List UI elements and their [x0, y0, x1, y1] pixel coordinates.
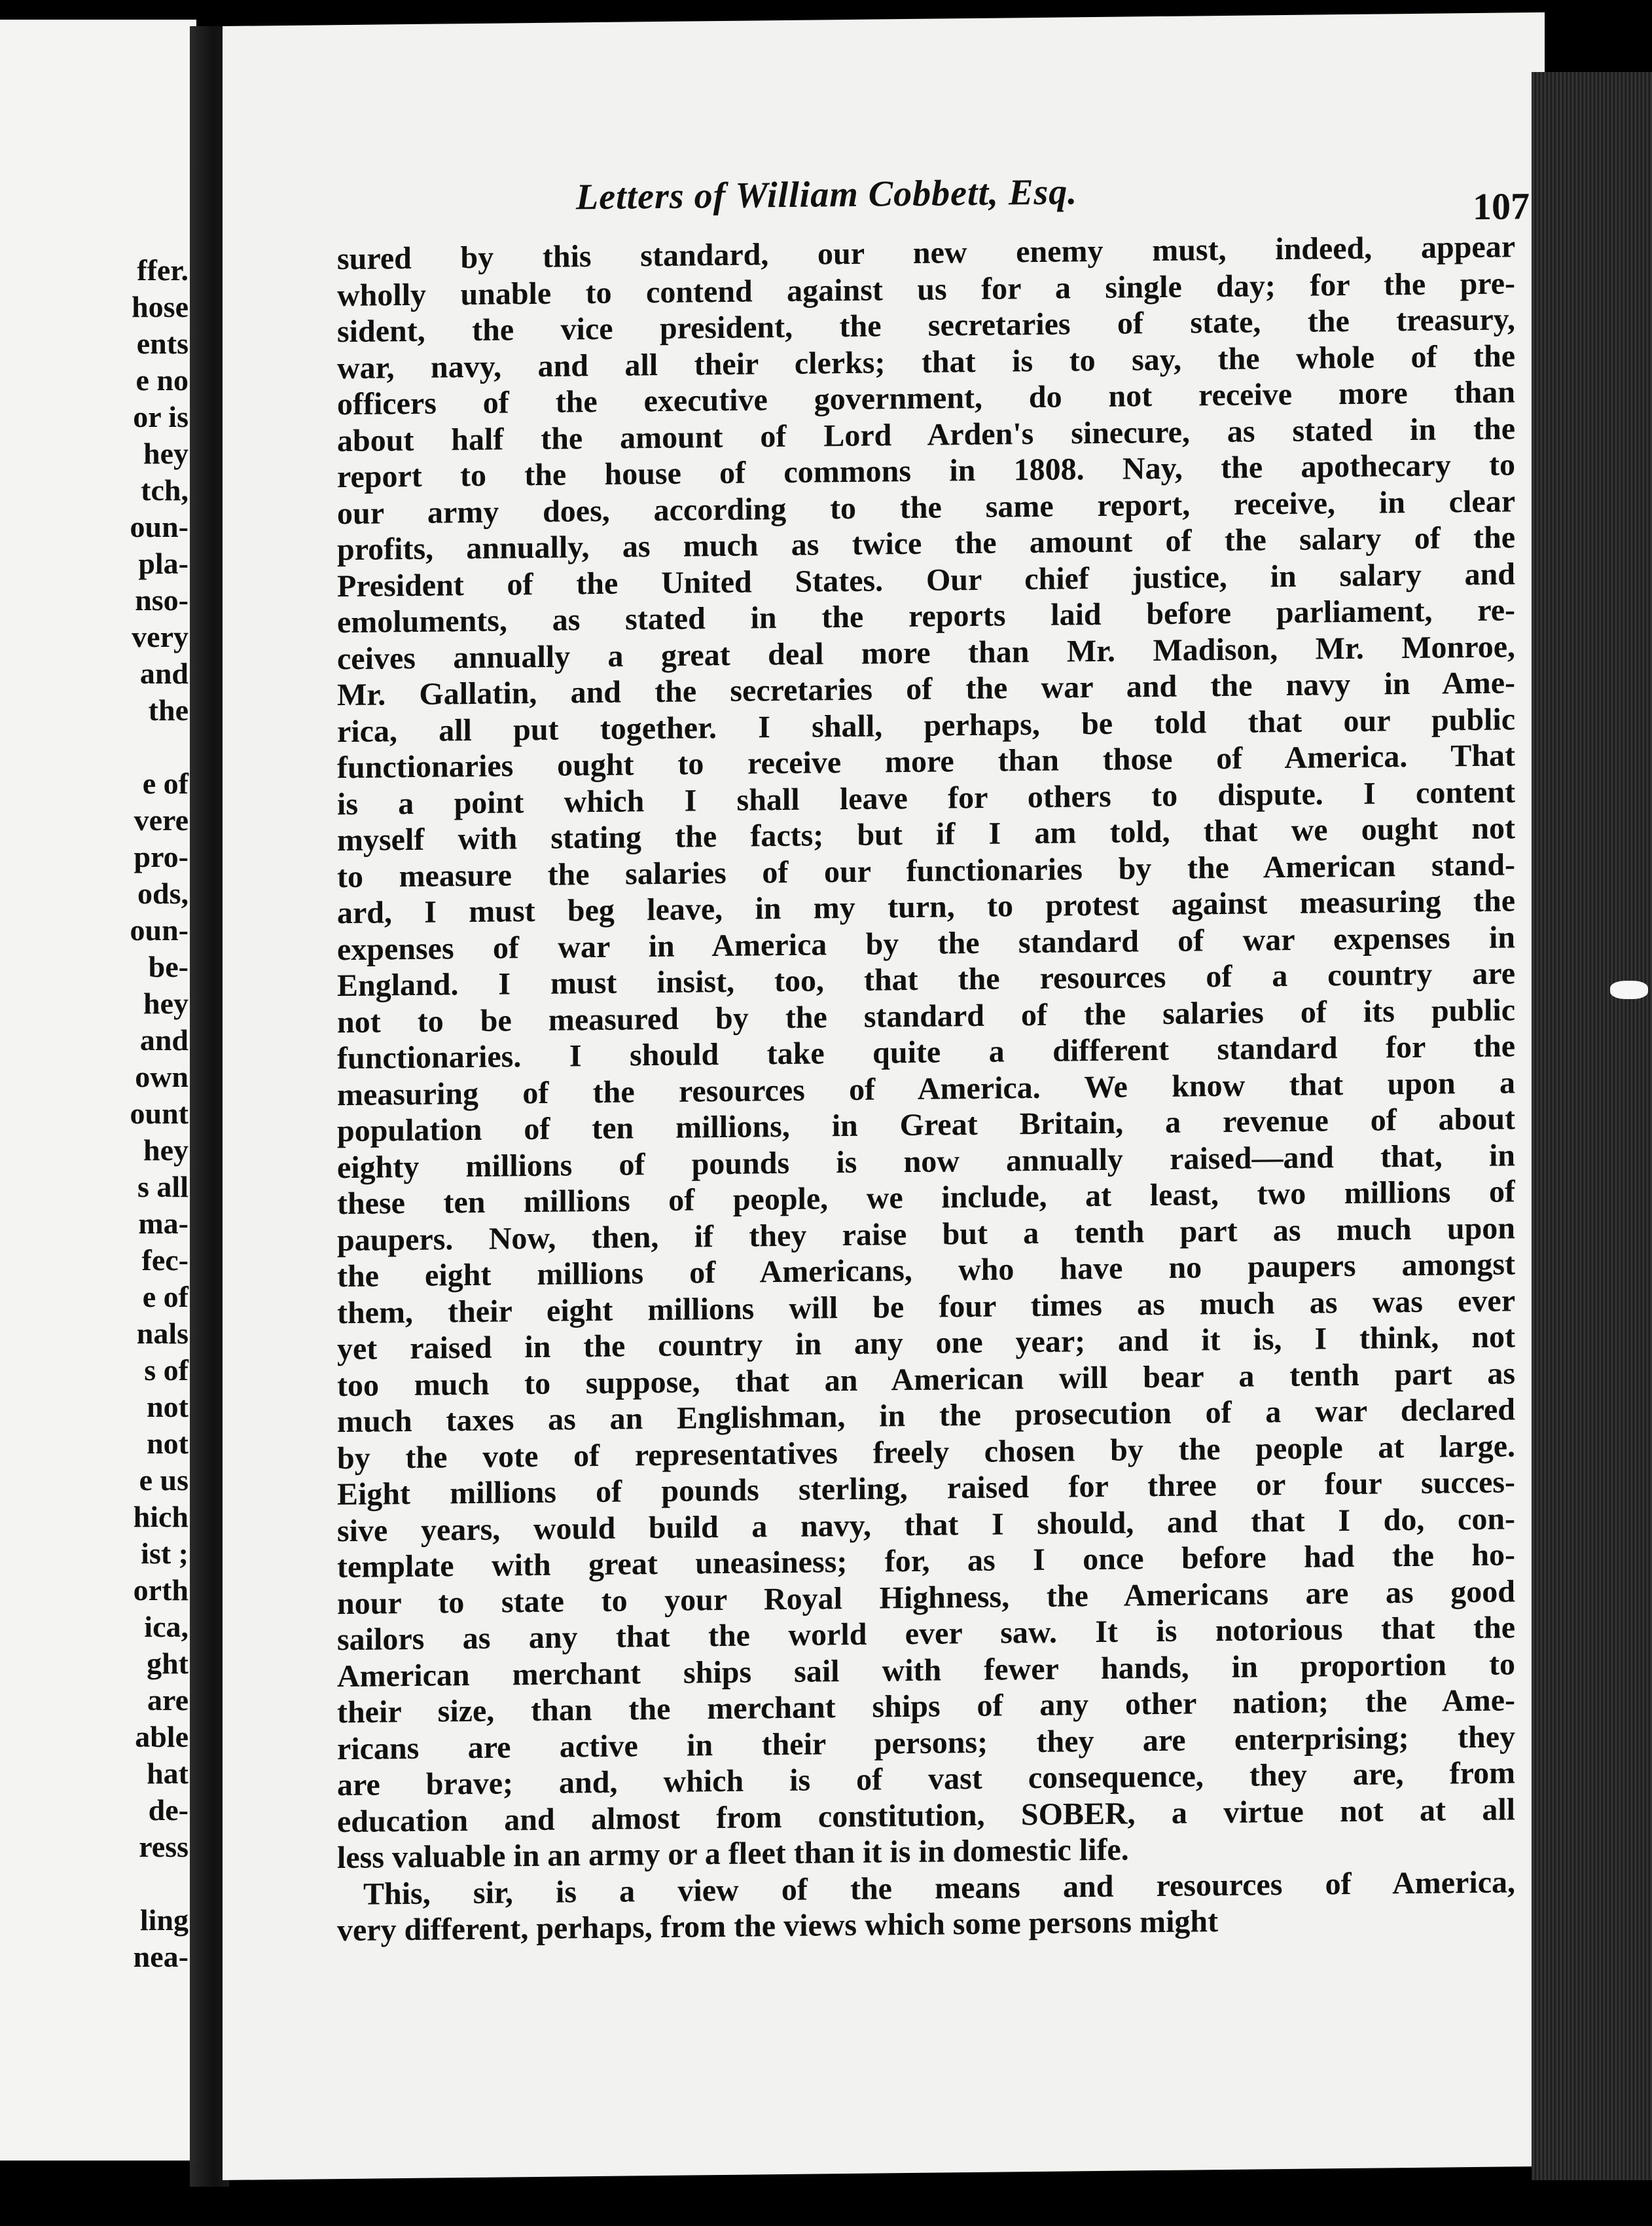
left-page-fragment: ica, — [144, 1610, 189, 1643]
left-page-fragment: hose — [132, 290, 189, 323]
left-page-fragment: are — [147, 1683, 189, 1717]
text-line: ricans are active in their persons; they are enterprising; they — [337, 1719, 1515, 1766]
text-line: functionaries ought to receive more than those of America. That — [337, 738, 1515, 786]
text-line: these ten millions of people, we include, at least, two millions of — [337, 1174, 1515, 1222]
left-page-fragment: own — [135, 1060, 189, 1093]
text-line: myself with stating the facts; but if I am told, that we ought not — [337, 811, 1515, 858]
text-line: war, navy, and all their clerks; that is to say, the whole of the — [337, 338, 1515, 386]
left-page-fragment: vere — [134, 803, 189, 837]
text-line: yet raised in the country in any one year; and it is, I think, not — [337, 1319, 1515, 1367]
left-page-fragment: e of — [142, 767, 189, 800]
left-page-fragment: ght — [147, 1647, 189, 1680]
page-number: 107 — [1473, 185, 1530, 228]
left-page-fragment: orth — [133, 1573, 189, 1607]
left-page-fragment: not — [147, 1427, 189, 1460]
text-line: about half the amount of Lord Arden's sinecure, as stated in the — [337, 411, 1515, 458]
left-page-fragment: and — [139, 657, 189, 690]
left-page-fragment: s of — [144, 1353, 189, 1387]
left-page-fragment: the — [148, 693, 189, 727]
left-page-fragment: tch, — [141, 473, 189, 507]
text-line: template with great uneasiness; for, as I once before had the ho- — [337, 1537, 1515, 1585]
left-page-fragment: e us — [139, 1463, 189, 1497]
text-line: to measure the salaries of our functionaries by the American stand- — [337, 847, 1515, 894]
left-page-fragment: ist ; — [141, 1537, 189, 1570]
text-line: officers of the executive government, do not receive more than — [337, 374, 1515, 422]
text-line: expenses of war in America by the standard of war expenses in — [337, 919, 1515, 967]
left-page-fragment: ling — [139, 1903, 189, 1937]
text-line: the eight millions of Americans, who have no paupers amongst — [337, 1247, 1515, 1294]
text-line: emoluments, as stated in the reports laid before parliament, re- — [337, 593, 1515, 640]
text-line: Mr. Gallatin, and the secretaries of the war and the navy in Ame- — [337, 665, 1515, 713]
text-line: sident, the vice president, the secretaries of state, the treasury, — [337, 302, 1515, 350]
text-line: eighty millions of pounds is now annually raised—and that, in — [337, 1137, 1515, 1185]
text-line: report to the house of commons in 1808. Nay, the apothecary to — [337, 447, 1515, 495]
text-line: measuring of the resources of America. We know that upon a — [337, 1065, 1515, 1112]
text-line: rica, all put together. I shall, perhaps, be told that our public — [337, 701, 1515, 749]
text-line: sured by this standard, our new enemy must, indeed, appear — [337, 229, 1515, 277]
left-page-fragment: de- — [148, 1793, 189, 1827]
text-line: very different, perhaps, from the views which some persons might — [337, 1904, 1219, 1948]
text-line: sailors as any that the world ever saw. It is notorious that the — [337, 1610, 1515, 1658]
text-line: wholly unable to contend against us for a single day; for the pre- — [337, 265, 1515, 313]
left-page-fragment: pro- — [134, 840, 189, 873]
left-page-fragment: oun- — [130, 913, 189, 947]
left-page-fragment: nso- — [135, 583, 189, 617]
text-line: This, sir, is a view of the means and resources of America, — [363, 1864, 1515, 1912]
text-line: by the vote of representatives freely chosen by the people at large. — [337, 1428, 1515, 1476]
text-line: population of ten millions, in Great Britain, a revenue of about — [337, 1101, 1515, 1149]
text-line: less valuable in an army or a fleet than it is in domestic life. — [337, 1832, 1129, 1876]
left-page-fragment: hey — [143, 987, 189, 1020]
left-page-fragment: and — [139, 1023, 189, 1057]
text-line: sive years, would build a navy, that I should, and that I do, con- — [337, 1501, 1515, 1548]
left-page-fragment: e of — [142, 1280, 189, 1313]
text-line: ard, I must beg leave, in my turn, to protest against measuring the — [337, 883, 1515, 931]
left-page-fragment: e no — [135, 363, 189, 397]
left-page-fragment: s all — [137, 1170, 189, 1203]
text-line: American merchant ships sail with fewer hands, in proportion to — [337, 1646, 1515, 1694]
left-page-fragment: be- — [148, 950, 189, 983]
left-page-fragment: nals — [136, 1317, 189, 1350]
text-line: President of the United States. Our chief justice, in salary and — [337, 556, 1515, 604]
left-page-fragment: able — [135, 1720, 189, 1753]
text-line: nour to state to your Royal Highness, the Americans are as good — [337, 1573, 1515, 1621]
text-line: too much to suppose, that an American will bear a tenth part as — [337, 1355, 1515, 1403]
text-line: their size, than the merchant ships of any other nation; the Ame- — [337, 1683, 1515, 1730]
paper-mark — [1610, 981, 1648, 999]
left-page-fragment: ods, — [137, 877, 189, 910]
text-line: is a point which I shall leave for others to dispute. I content — [337, 774, 1515, 822]
left-page-fragment: ress — [139, 1830, 189, 1863]
left-page-fragment: fec- — [141, 1243, 189, 1277]
left-page-fragment: ma- — [138, 1207, 189, 1240]
text-line: not to be measured by the standard of the salaries of its public — [337, 992, 1515, 1040]
left-page-fragment: hat — [147, 1757, 189, 1790]
left-page-fragment: pla- — [138, 547, 189, 580]
left-page-fragment: hich — [133, 1500, 189, 1533]
text-line: much taxes as an Englishman, in the prosecution of a war declared — [337, 1392, 1515, 1440]
left-page-fragment: or is — [133, 400, 189, 433]
left-facing-page — [0, 20, 196, 2161]
text-line: them, their eight millions will be four times as much as was ever — [337, 1283, 1515, 1330]
left-page-fragment: ount — [130, 1097, 189, 1130]
left-page-fragment: oun- — [130, 510, 189, 543]
text-line: education and almost from constitution, SOBER, a virtue not at all — [337, 1791, 1515, 1839]
page-block-edge — [1532, 72, 1652, 2180]
text-line: England. I must insist, too, that the resources of a country are — [337, 956, 1515, 1004]
right-page — [223, 12, 1545, 2180]
left-page-fragment: very — [132, 620, 189, 653]
left-page-fragment: ents — [136, 327, 189, 360]
body-text — [337, 228, 1515, 1948]
text-line: profits, annually, as much as twice the amount of the salary of the — [337, 520, 1515, 568]
text-line: functionaries. I should take quite a different standard for the — [337, 1029, 1515, 1076]
left-page-fragment: ffer. — [137, 253, 189, 287]
left-page-fragment: hey — [143, 1133, 189, 1167]
text-line: ceives annually a great deal more than Mr. Madison, Mr. Monroe, — [337, 629, 1515, 676]
left-page-fragment: nea- — [133, 1940, 189, 1973]
text-line: are brave; and, which is of vast consequence, they are, from — [337, 1755, 1515, 1803]
text-line: paupers. Now, then, if they raise but a tenth part as much upon — [337, 1210, 1515, 1258]
left-page-fragment: not — [147, 1390, 189, 1423]
left-page-fragment: hey — [143, 437, 189, 470]
text-line: Eight millions of pounds sterling, raised for three or four succes- — [337, 1465, 1515, 1512]
running-head: Letters of William Cobbett, Esq. — [576, 172, 1078, 218]
text-line: our army does, according to the same report, receive, in clear — [337, 483, 1515, 531]
